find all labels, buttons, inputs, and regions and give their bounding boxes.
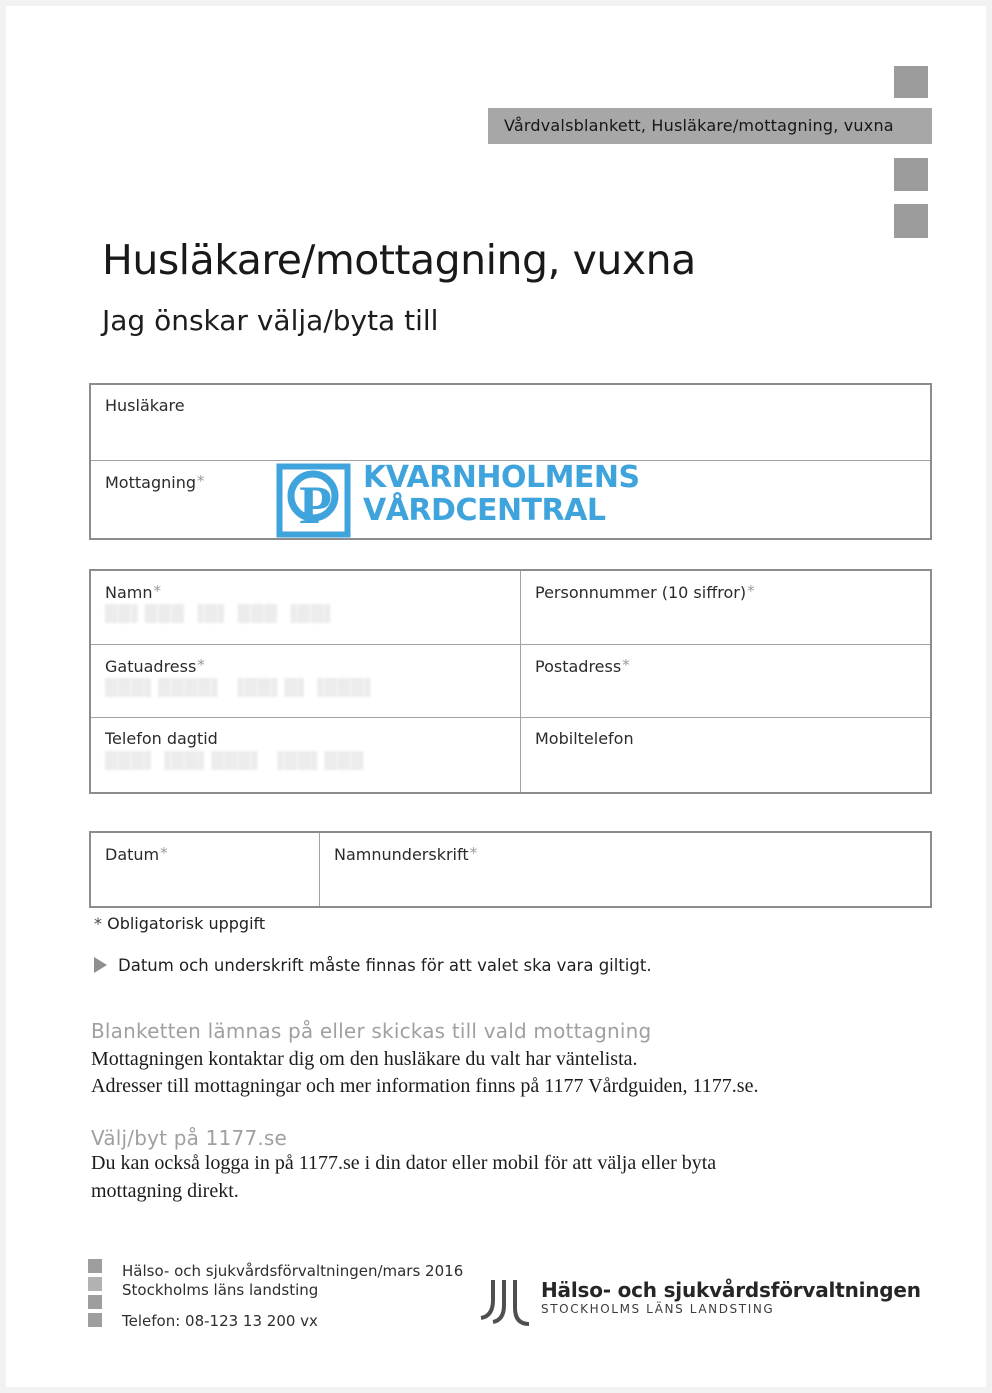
org-subtitle: STOCKHOLMS LÄNS LANDSTING [541,1302,775,1316]
required-star: * [622,655,630,674]
personnummer-label: Personnummer (10 siffror)* [535,582,755,602]
namnunderskrift-field[interactable] [320,833,930,906]
asterisk: * [94,914,102,933]
page-title: Husläkare/mottagning, vuxna [102,236,696,284]
arrow-bullet-icon [94,957,107,973]
gatuadress-label: Gatuadress* [105,655,205,676]
document-type-banner: Vårdvalsblankett, Husläkare/mottagning, vuxna [488,108,932,144]
clinic-name-line2: VÅRDCENTRAL [363,493,606,528]
deco-square-bottom [894,204,928,238]
deco-square-top [894,66,928,98]
footer-square-1 [88,1259,102,1273]
sll-jl-icon [479,1278,531,1328]
namn-field[interactable] [91,571,521,645]
org-name: Hälso- och sjukvårdsförvaltningen [541,1278,921,1302]
footer-square-4 [88,1313,102,1327]
datum-field[interactable] [91,833,320,906]
namn-faint-value: ██▌███ ▐█▌ ███ ▐██▌ [105,604,338,623]
footer-square-2 [88,1277,102,1291]
section-1177-heading: Välj/byt på 1177.se [91,1126,288,1150]
page-subtitle: Jag önskar välja/byta till [102,304,439,337]
gatuadress-faint-value: ███▌████▌ ▐██▌█▌▐███▌ [105,677,378,697]
huslakare-field[interactable] [91,385,930,461]
required-star: * [153,582,161,600]
footer-phone: Telefon: 08-123 13 200 vx [122,1312,318,1330]
clinic-name [363,461,640,527]
mottagning-label: Mottagning* [105,472,205,492]
section-1177-line2: mottagning direkt. [91,1180,239,1202]
footer-issuer-line1: Hälso- och sjukvårdsförvaltningen/mars 2016 [122,1262,464,1280]
required-note: * Obligatorisk uppgift [94,914,266,933]
footer-square-3 [88,1295,102,1309]
section-delivery-line2: Adresser till mottagningar och mer information finns på 1177 Vårdguiden, 1177.se. [91,1075,759,1097]
footer-issuer-line2: Stockholms läns landsting [122,1281,319,1299]
datum-label: Datum* [105,844,168,864]
required-star: * [747,582,755,600]
signature-box [89,831,932,908]
namn-label: Namn* [105,582,161,602]
personnummer-field[interactable] [521,571,930,645]
praktikertjanst-p-icon [276,463,351,538]
personal-box [89,569,932,794]
section-delivery-line1: Mottagningen kontaktar dig om den husläkare du valt har väntelista. [91,1048,638,1070]
namnunderskrift-label: Namnunderskrift* [334,844,478,864]
org-logo [479,1278,921,1328]
telefon-faint-value: ███▌▐██▌███▌ ▐██▌███ [105,751,365,771]
required-star: * [160,844,168,862]
validity-note: Datum och underskrift måste finnas för att valet ska vara giltigt. [118,956,652,975]
telefon-dagtid-field[interactable] [91,718,521,792]
postadress-label: Postadress* [535,655,630,676]
mobiltelefon-label: Mobiltelefon [535,729,634,749]
section-delivery-heading: Blanketten lämnas på eller skickas till vald mottagning [91,1019,652,1043]
telefon-dagtid-label: Telefon dagtid [105,729,218,749]
svg-text:P: P [299,475,332,535]
huslakare-label: Husläkare [105,396,185,415]
section-1177-line1: Du kan också logga in på 1177.se i din dator eller mobil för att välja eller byta [91,1152,717,1174]
required-star: * [197,655,205,674]
postadress-field[interactable] [521,645,930,719]
clinic-name-line1: KVARNHOLMENS [363,460,640,495]
mobiltelefon-field[interactable] [521,718,930,792]
required-star: * [469,844,478,862]
deco-square-mid [894,158,928,191]
required-star: * [196,472,205,490]
gatuadress-field[interactable] [91,645,521,719]
clinic-logo [276,460,640,538]
